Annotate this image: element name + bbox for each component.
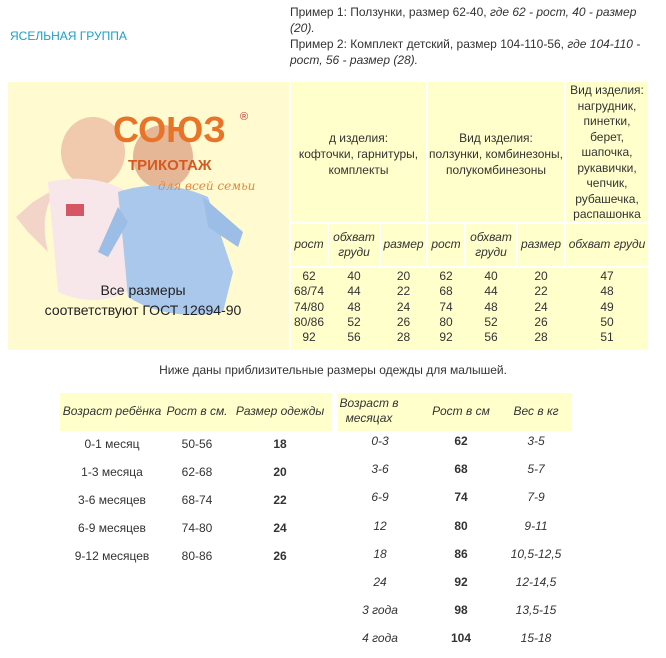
table-cell: 26 [273, 549, 287, 563]
table-cell: 12-14,5 [515, 575, 557, 589]
size-cell: 22 [534, 284, 548, 299]
size-cell: 20 [534, 269, 548, 283]
group2-header: Вид изделия: ползунки, комбинезоны, полукомбинезоны [429, 131, 563, 177]
table-cell: 80-86 [181, 549, 213, 563]
table-cell: 24 [373, 575, 387, 589]
size-cell: 48 [600, 284, 614, 299]
gost-note-line2: соответствуют ГОСТ 12694-90 [44, 302, 242, 318]
approx-sizes-note: Ниже даны приблизительные размеры одежды для малышей. [159, 363, 507, 377]
size-cell: 20 [396, 269, 411, 283]
size-cell: 24 [396, 299, 411, 314]
table-cell: 0-3 [371, 434, 389, 448]
table-cell: 68-74 [181, 493, 213, 507]
size-cell: 26 [534, 314, 548, 329]
gost-note [8, 280, 278, 320]
gost-note-line1: Все размеры [100, 282, 186, 298]
right-weight-header: Вес в кг [513, 404, 559, 418]
size-cell: 48 [484, 299, 498, 314]
size-cell: 74/80 [293, 299, 325, 314]
size-cell: 52 [484, 314, 498, 329]
logo-sub: ТРИКОТАЖ [128, 157, 212, 174]
size-cell: 80 [439, 314, 453, 329]
left-height-header: Рост в см. [166, 404, 228, 418]
example-1-explanation: где 62 - рост, 40 - размер (20). [290, 5, 637, 35]
table-cell: 9-12 месяцев [74, 549, 150, 563]
table-cell: 86 [454, 546, 468, 561]
g3-chest-header: обхват груди [568, 237, 646, 251]
example-1 [290, 4, 660, 36]
table-cell: 92 [454, 575, 468, 589]
left-size-header: Размер одежды [235, 404, 325, 418]
size-cell: 56 [484, 330, 498, 345]
g1-height-header: рост [294, 237, 324, 251]
table-cell: 22 [273, 493, 287, 507]
right-age-header: Возраст в месяцах [339, 396, 399, 425]
table-cell: 3-6 месяцев [78, 493, 146, 507]
example-1-text: Пример 1: Ползунки, размер 62-40, [290, 5, 490, 19]
size-cell: 26 [396, 314, 411, 329]
table-cell: 6-9 месяцев [78, 521, 146, 535]
size-cell: 44 [484, 284, 498, 299]
size-cell: 24 [534, 299, 548, 314]
size-cell: 62 [302, 269, 316, 283]
size-cell: 52 [347, 314, 361, 329]
size-examples [290, 4, 660, 68]
table-cell: 4 года [362, 631, 398, 646]
size-cell: 48 [347, 299, 361, 314]
table-cell: 24 [273, 521, 287, 535]
g1-size-header: размер [383, 237, 424, 251]
table-cell: 20 [273, 465, 287, 479]
table-cell: 1-3 месяца [81, 465, 143, 479]
left-age-header: Возраст ребёнка [62, 404, 162, 418]
size-cell: 49 [600, 299, 614, 314]
right-height-header: Рост в см [432, 404, 490, 418]
table-cell: 6-9 [371, 490, 389, 505]
table-cell: 10,5-12,5 [510, 546, 562, 561]
table-cell: 74 [454, 490, 468, 505]
table-cell: 80 [454, 518, 468, 533]
group3-header: Вид изделия: нагрудник, пинетки, берет, шапочка, рукавички, чепчик, рубашечка, распашонка [570, 83, 644, 221]
size-cell: 62 [439, 269, 453, 283]
table-cell: 3 года [362, 603, 398, 618]
size-cell: 92 [302, 330, 316, 345]
table-cell: 18 [373, 546, 387, 561]
logo-tagline: для всей семьи [158, 179, 256, 193]
size-chart-table [8, 82, 648, 350]
table-cell: 7-9 [527, 490, 545, 505]
g1-chest-header: обхват груди [333, 230, 375, 259]
g2-size-header: размер [520, 237, 562, 251]
g2-chest-header: обхват груди [470, 230, 512, 259]
size-cell: 74 [439, 299, 453, 314]
table-cell: 50-56 [181, 437, 213, 451]
size-cell: 47 [600, 269, 614, 283]
table-cell: 13,5-15 [515, 603, 557, 618]
table-cell: 3-5 [527, 434, 545, 448]
size-cell: 40 [347, 269, 361, 283]
table-cell: 5-7 [527, 462, 545, 477]
size-cell: 50 [600, 314, 614, 329]
size-cell: 68/74 [293, 284, 325, 299]
example-2-explanation: где 104-110 - рост, 56 - размер (28). [290, 37, 641, 67]
table-cell: 12 [373, 518, 387, 533]
table-cell: 3-6 [371, 462, 389, 477]
example-2 [290, 36, 660, 68]
size-cell: 40 [484, 269, 498, 283]
table-cell: 18 [273, 437, 287, 451]
size-cell: 80/86 [293, 314, 325, 329]
table-cell: 68 [454, 462, 468, 477]
section-title: ЯСЕЛЬНАЯ ГРУППА [10, 29, 127, 43]
photo-cell [8, 82, 289, 350]
size-cell: 44 [347, 284, 361, 299]
logo-brand: СОЮЗ [113, 109, 226, 150]
group1-header: д изделия: кофточки, гарнитуры, комплекты [298, 131, 419, 177]
table-cell: 74-80 [181, 521, 213, 535]
size-cell: 92 [439, 330, 453, 345]
table-cell: 98 [454, 603, 468, 618]
table-cell: 62 [454, 434, 468, 448]
size-cell: 28 [396, 330, 411, 345]
size-cell: 28 [534, 330, 548, 345]
size-cell: 68 [439, 284, 453, 299]
size-cell: 56 [347, 330, 361, 345]
size-cell: 22 [396, 284, 411, 299]
table-cell: 15-18 [520, 631, 552, 646]
table-cell: 62-68 [181, 465, 213, 479]
table-cell: 104 [450, 631, 472, 646]
table-cell: 9-11 [524, 518, 548, 533]
logo-registered: ® [240, 111, 249, 123]
g2-height-header: рост [431, 237, 461, 251]
size-cell: 51 [600, 330, 614, 345]
table-cell: 0-1 месяц [84, 437, 140, 451]
example-2-text: Пример 2: Комплект детский, размер 104-110-56, [290, 37, 568, 51]
